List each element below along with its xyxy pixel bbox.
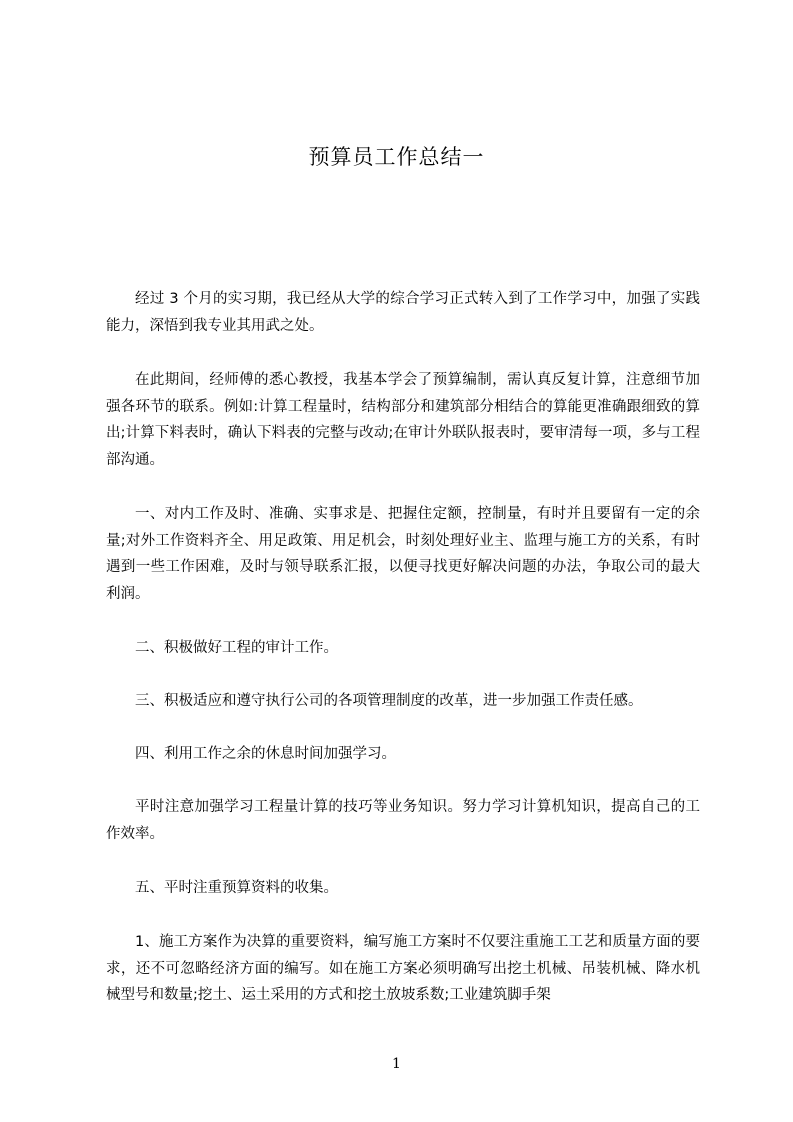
document-title: 预算员工作总结一 bbox=[308, 145, 485, 169]
page-number: 1 bbox=[392, 1056, 401, 1072]
paragraph-study: 平时注意加强学习工程量计算的技巧等业务知识。努力学习计算机知识，提高自己的工作效率。 bbox=[106, 799, 700, 842]
paragraph-item-three: 三、积极适应和遵守执行公司的各项管理制度的改革，进一步加强工作责任感。 bbox=[135, 693, 643, 709]
paragraph-learning: 在此期间，经师傅的悉心教授，我基本学会了预算编制，需认真反复计算，注意细节加强各环节的联系。例如:计算工程量时，结构部分和建筑部分相结合的算能更准确跟细致的算出;计算下料表时，确认下料表的完整与改动;在审计外联队报表时，要审清每一项，多与工程部沟通。 bbox=[106, 372, 700, 468]
paragraph-item-one: 一、对内工作及时、准确、实事求是、把握住定额，控制量，有时并且要留有一定的余量;对外工作资料齐全、用足政策、用足机会，时刻处理好业主、监理与施工方的关系，有时遇到一些工作困难，及时与领导联系汇报，以便寻找更好解决问题的办法，争取公司的最大利润。 bbox=[106, 506, 700, 602]
paragraph-item-two: 二、积极做好工程的审计工作。 bbox=[135, 640, 338, 656]
paragraph-construction-plan: 1、施工方案作为决算的重要资料，编写施工方案时不仅要注重施工工艺和质量方面的要求，还不可忽略经济方面的编写。如在施工方案必须明确写出挖土机械、吊装机械、降水机械型号和数量;挖土、运土采用的方式和挖土放坡系数;工业建筑脚手架 bbox=[106, 934, 700, 1003]
paragraph-item-four: 四、利用工作之余的休息时间加强学习。 bbox=[135, 746, 396, 762]
paragraph-item-five: 五、平时注重预算资料的收集。 bbox=[135, 880, 338, 896]
paragraph-internship: 经过 3 个月的实习期，我已经从大学的综合学习正式转入到了工作学习中，加强了实践能力，深悟到我专业其用武之处。 bbox=[106, 291, 700, 334]
